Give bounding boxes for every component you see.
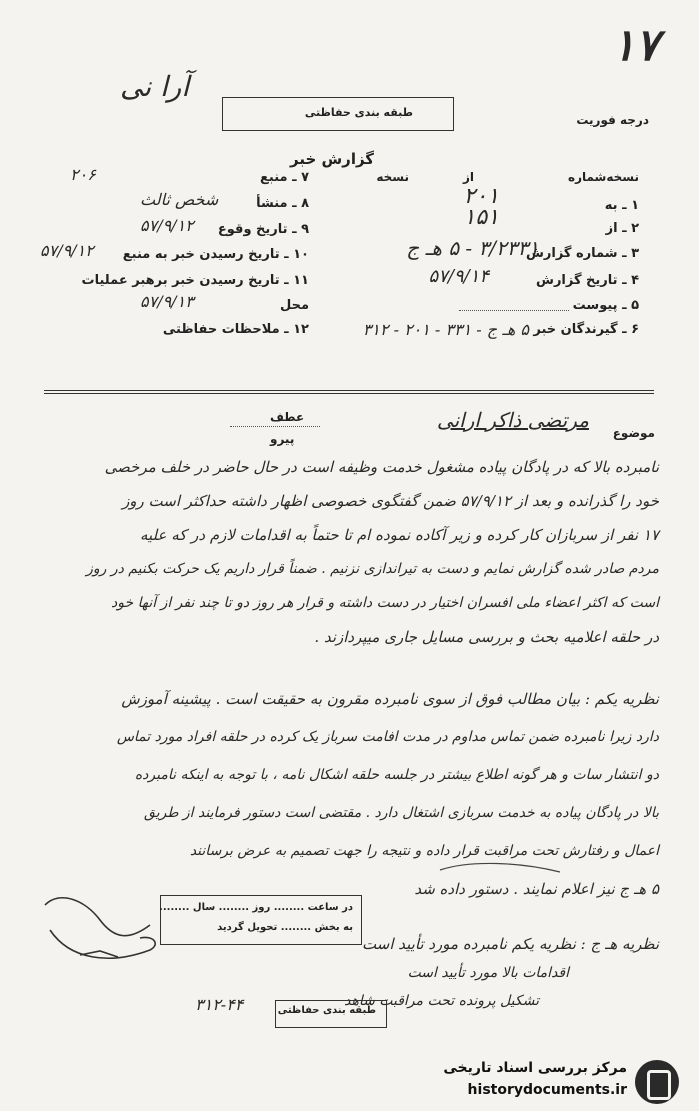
opinion-line: دو انتشار سات و هر گونه اطلاع بیشتر در جلسه حلقه اشکال نامه ، با توجه به اینکه نامبرده (134, 767, 659, 783)
opinion-line: اعمال و رفتارش تحت مراقبت قرار داده و نتیجه را جهت تصمیم به عرض برسانند (189, 843, 659, 859)
field-12-label: ۱۲ ـ ملاحظات حفاظتی (162, 322, 309, 337)
classification-box-bottom (275, 1000, 387, 1028)
body-line: است که اکثر اعضاء ملی افسران اختیار در دست داشته و قرار هر روز دو تا چند نفر از آنها خود (111, 595, 659, 611)
stamp-line-1: در ساعت ........ روز ........ سال ........ (159, 902, 353, 913)
opinion-line: ۵ هـ ج نیز اعلام نمایند . دستور داده شد (414, 880, 659, 898)
field-8-value: شخص ثالث (140, 190, 219, 209)
ref-label: عطف (270, 410, 305, 424)
classification-label-top: طبقه بندی حفاظتی (304, 106, 413, 119)
field-4-value: ۵۷/۹/۱۴ (428, 266, 489, 287)
top-left-note: آرا نی (120, 70, 190, 103)
field-2-value: ۱۵۱ (463, 205, 499, 230)
field-9-label: ۹ ـ تاریخ وقوع (217, 222, 309, 237)
copy-from-label: از (462, 170, 474, 184)
body-line: در حلقه اعلامیه بحث و بررسی مسایل جاری میپردازند . (314, 628, 659, 646)
attach-label: پیرو (270, 432, 295, 446)
field-10-label: ۱۰ ـ تاریخ رسیدن خبر به منبع (122, 247, 309, 262)
location-value: ۵۷/۹/۱۳ (140, 292, 194, 311)
field-4-label: ۴ ـ تاریخ گزارش (536, 273, 639, 288)
field-6-label: ۶ ـ گیرندگان خبر (533, 322, 639, 337)
subject-label: موضوع (612, 426, 655, 440)
copy-number-label: نسخه‌شماره (568, 170, 639, 184)
opinion-line: نظریه یکم : بیان مطالب فوق از سوی نامبرده مقرون به حقیقت است . پیشینه آموزش (121, 690, 659, 708)
stamp-line-2: به بخش ........ تحویل گردید (217, 922, 353, 933)
field-9-value: ۵۷/۹/۱۲ (140, 216, 194, 235)
body-line: نامبرده بالا که در پادگان پیاده مشغول خدمت وظیفه است در حال حاضر در خلف مرخصی (104, 458, 659, 476)
field-3-value: ۳/۲۳۳۱ - ۵ هـ ج (406, 236, 539, 260)
subject-value: مرتضی ذاکر ارانی (436, 408, 589, 432)
copy-label: نسخه (376, 170, 409, 184)
archive-url: historydocuments.ir (467, 1082, 627, 1098)
field-2-label: ۲ ـ از (605, 221, 639, 236)
field-11-label: ۱۱ ـ تاریخ رسیدن خبر برهبر عملیات (81, 273, 309, 288)
field-10-value: ۵۷/۹/۱۲ (40, 241, 94, 260)
footer-note-3: تشکیل پرونده تحت مراقبت شاهد (344, 993, 539, 1009)
field-1-label: ۱ ـ به (604, 198, 639, 213)
field-5-label: ۵ ـ پیوست (572, 298, 639, 313)
body-line: خود را گذرانده و بعد از ۵۷/۹/۱۲ ضمن گفتگوی خصوصی اظهار داشته حداکثر است روز (122, 492, 659, 510)
archive-logo-icon (635, 1060, 679, 1104)
classification-label-bottom: طبقه بندی حفاظتی (277, 1005, 376, 1016)
archive-watermark (399, 1058, 679, 1106)
field-7-value: ۲۰۶ (70, 165, 96, 184)
body-line: مردم صادر شده گزارش نمایم و دست به تیراندازی نزنیم . ضمناً قرار داریم یک حرکت بکنیم در روز (86, 561, 659, 577)
archive-org-name: مرکز بررسی اسناد تاریخی (443, 1060, 627, 1076)
opinion-line: بالا در پادگان پیاده به خدمت سربازی اشتغال دارد . مقتضی است دستور فرمایند از طریق (144, 805, 659, 821)
field-3-label: ۳ ـ شماره گزارش (525, 246, 639, 261)
corner-number: ۱۷ (611, 20, 659, 71)
field-7-label: ۷ ـ منبع (260, 170, 309, 185)
footer-note-1: نظریه هـ ج : نظریه یکم نامبرده مورد تأیید است (362, 935, 659, 953)
body-line: ۱۷ نفر از سربازان کار کرده و زیر آکاده نموده ام تا حتماً به اقدامات لازم در که علیه (139, 526, 659, 544)
location-label: محل (279, 298, 309, 313)
page-title: گزارش خبر (290, 150, 375, 168)
priority-label: درجه فوریت (576, 113, 649, 127)
opinion-line: دارد زیرا نامبرده ضمن تماس مداوم در مدت افامت سرباز یک کرده در حلقه افراد مورد تماس (116, 729, 659, 745)
field-8-label: ۸ ـ منشأ (256, 196, 309, 211)
field-6-value: ۵ هـ ج - ۳۳۱ - ۲۰۱ - ۳۱۲ (362, 320, 529, 339)
footer-note-2: اقدامات بالا مورد تأیید است (407, 965, 569, 981)
field-1-value: ۲۰۱ (463, 184, 499, 209)
footer-note-4: ۳۱۲-۴۴ (195, 995, 244, 1014)
